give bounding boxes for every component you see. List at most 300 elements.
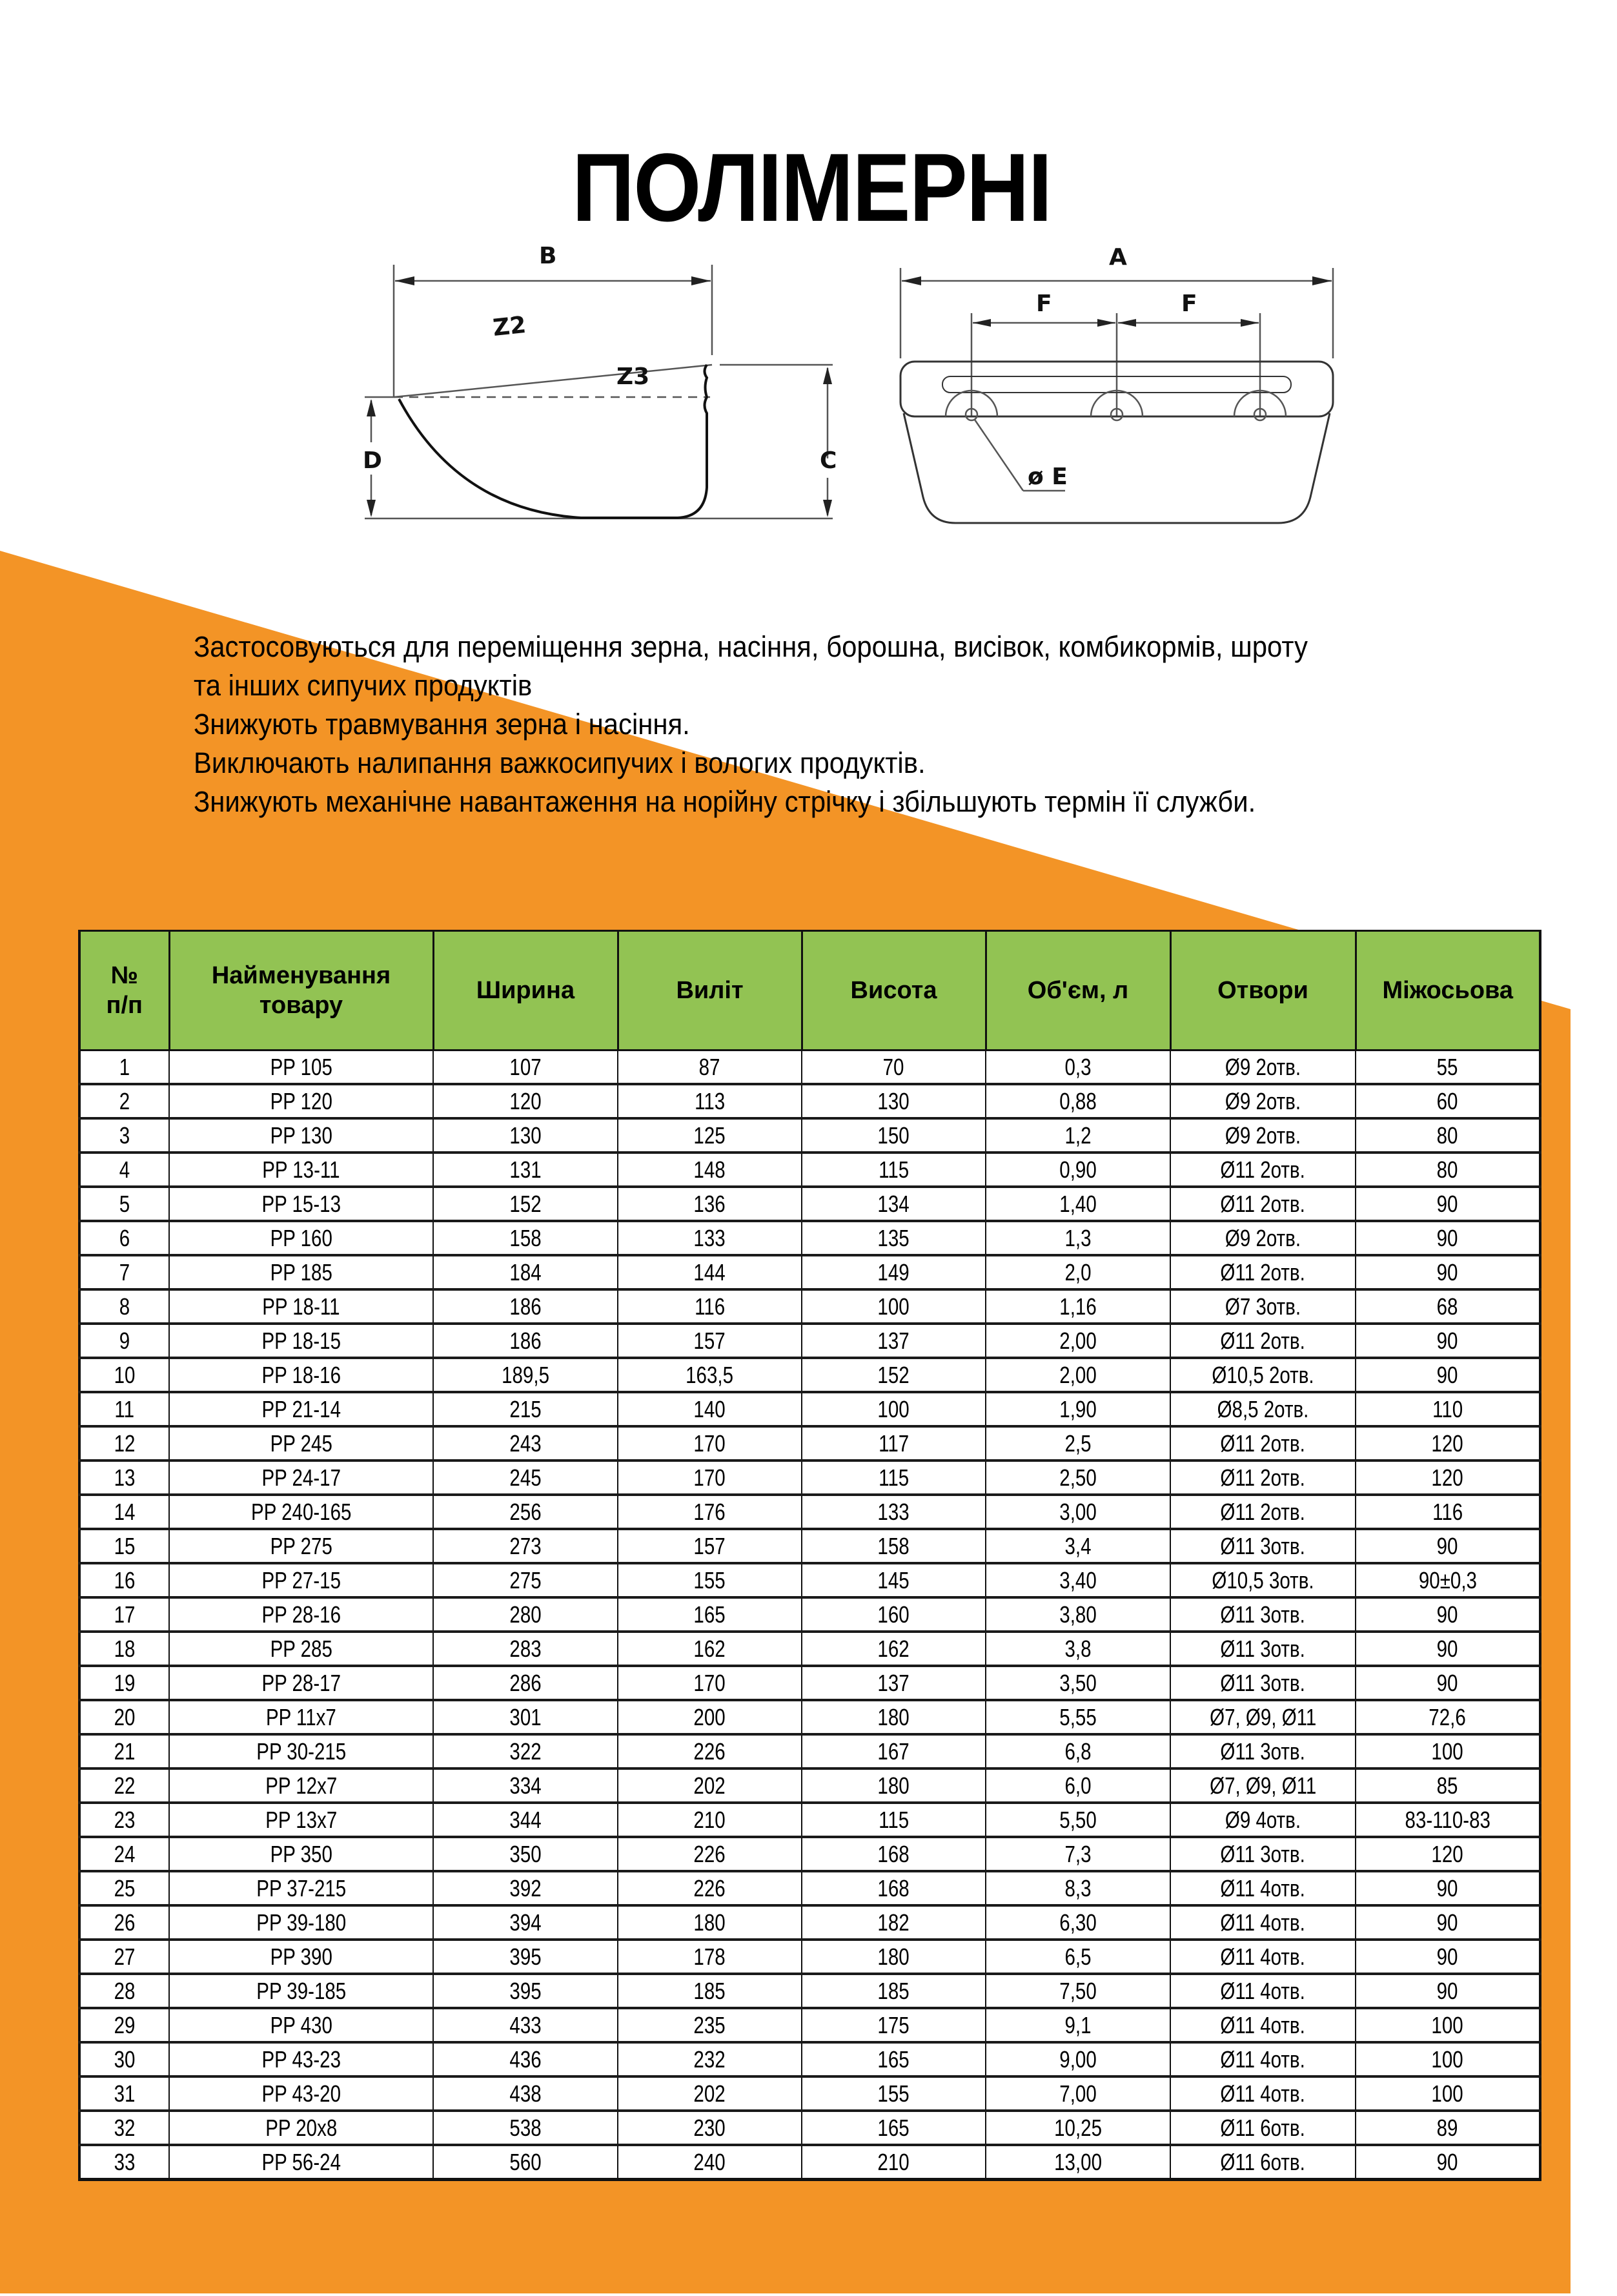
- bucket-side-view-diagram: [342, 239, 846, 542]
- cell-volume: 2,50: [986, 1461, 1170, 1495]
- cell-holes: Ø7, Ø9, Ø11: [1170, 1768, 1356, 1803]
- cell-height: 158: [802, 1529, 986, 1563]
- cell-width: 322: [433, 1734, 618, 1768]
- cell-projection: 155: [618, 1563, 802, 1597]
- cell-projection: 210: [618, 1803, 802, 1837]
- cell-height: 180: [802, 1700, 986, 1734]
- cell-width: 215: [433, 1392, 618, 1426]
- cell-width: 392: [433, 1871, 618, 1905]
- cell-projection: 163,5: [618, 1358, 802, 1392]
- cell-height: 115: [802, 1461, 986, 1495]
- cell-volume: 1,40: [986, 1187, 1170, 1221]
- table-row: [79, 1289, 1540, 1324]
- cell-number: 28: [79, 1974, 169, 2008]
- cell-width: 275: [433, 1563, 618, 1597]
- table-row: [79, 1803, 1540, 1837]
- cell-number: 4: [79, 1153, 169, 1187]
- cell-holes: Ø9 2отв.: [1170, 1051, 1356, 1085]
- label-z3: Z3: [616, 364, 650, 390]
- cell-width: 395: [433, 1974, 618, 2008]
- cell-center-distance: 68: [1356, 1289, 1540, 1324]
- cell-center-distance: 60: [1356, 1084, 1540, 1118]
- cell-height: 160: [802, 1597, 986, 1632]
- label-c: C: [820, 447, 837, 474]
- cell-width: 334: [433, 1768, 618, 1803]
- cell-projection: 170: [618, 1426, 802, 1461]
- cell-number: 31: [79, 2076, 169, 2111]
- cell-holes: Ø9 4отв.: [1170, 1803, 1356, 1837]
- cell-holes: Ø11 2отв.: [1170, 1426, 1356, 1461]
- cell-number: 5: [79, 1187, 169, 1221]
- cell-number: 7: [79, 1255, 169, 1289]
- table-row: [79, 1563, 1540, 1597]
- cell-volume: 13,00: [986, 2145, 1170, 2180]
- cell-product-name: PP 39-180: [169, 1905, 433, 1940]
- cell-product-name: PP 285: [169, 1632, 433, 1666]
- table-header-row: [79, 931, 1540, 1051]
- table-row: [79, 1768, 1540, 1803]
- cell-projection: 226: [618, 1871, 802, 1905]
- table-row: [79, 1666, 1540, 1700]
- cell-height: 134: [802, 1187, 986, 1221]
- table-row: [79, 1187, 1540, 1221]
- header-product-name: Найменування товару: [169, 931, 433, 1051]
- cell-center-distance: 90: [1356, 1358, 1540, 1392]
- cell-height: 137: [802, 1666, 986, 1700]
- table-row: [79, 2008, 1540, 2042]
- cell-volume: 6,8: [986, 1734, 1170, 1768]
- cell-product-name: PP 11x7: [169, 1700, 433, 1734]
- cell-height: 162: [802, 1632, 986, 1666]
- table-row: [79, 2042, 1540, 2076]
- cell-width: 538: [433, 2111, 618, 2145]
- cell-product-name: PP 275: [169, 1529, 433, 1563]
- description-line: Знижують механічне навантаження на норійну стрічку і збільшують термін її служби.: [194, 785, 1256, 818]
- cell-holes: Ø11 6отв.: [1170, 2111, 1356, 2145]
- cell-width: 189,5: [433, 1358, 618, 1392]
- cell-holes: Ø7 3отв.: [1170, 1289, 1356, 1324]
- table-row: [79, 2076, 1540, 2111]
- cell-product-name: PP 27-15: [169, 1563, 433, 1597]
- cell-holes: Ø11 2отв.: [1170, 1495, 1356, 1529]
- description-line: Виключають налипання важкосипучих і вологих продуктів.: [194, 746, 926, 779]
- cell-center-distance: 90: [1356, 1597, 1540, 1632]
- cell-number: 25: [79, 1871, 169, 1905]
- cell-height: 117: [802, 1426, 986, 1461]
- cell-center-distance: 85: [1356, 1768, 1540, 1803]
- label-a: A: [1109, 244, 1127, 271]
- cell-width: 438: [433, 2076, 618, 2111]
- cell-height: 155: [802, 2076, 986, 2111]
- label-f-right: F: [1181, 291, 1197, 317]
- table-row: [79, 1084, 1540, 1118]
- cell-holes: Ø11 2отв.: [1170, 1187, 1356, 1221]
- cell-height: 180: [802, 1768, 986, 1803]
- cell-projection: 125: [618, 1118, 802, 1153]
- cell-height: 115: [802, 1803, 986, 1837]
- cell-product-name: PP 28-16: [169, 1597, 433, 1632]
- cell-projection: 136: [618, 1187, 802, 1221]
- cell-width: 280: [433, 1597, 618, 1632]
- cell-volume: 0,90: [986, 1153, 1170, 1187]
- cell-volume: 0,88: [986, 1084, 1170, 1118]
- cell-height: 100: [802, 1392, 986, 1426]
- bucket-front-view-diagram: [878, 239, 1356, 542]
- cell-height: 168: [802, 1837, 986, 1871]
- cell-number: 6: [79, 1221, 169, 1255]
- cell-number: 3: [79, 1118, 169, 1153]
- cell-number: 23: [79, 1803, 169, 1837]
- cell-center-distance: 55: [1356, 1051, 1540, 1085]
- cell-number: 30: [79, 2042, 169, 2076]
- cell-volume: 1,16: [986, 1289, 1170, 1324]
- cell-holes: Ø11 4отв.: [1170, 1974, 1356, 2008]
- cell-product-name: PP 130: [169, 1118, 433, 1153]
- cell-holes: Ø8,5 2отв.: [1170, 1392, 1356, 1426]
- cell-center-distance: 120: [1356, 1426, 1540, 1461]
- cell-center-distance: 100: [1356, 2042, 1540, 2076]
- cell-product-name: PP 37-215: [169, 1871, 433, 1905]
- header-width: Ширина: [433, 931, 618, 1051]
- cell-volume: 2,5: [986, 1426, 1170, 1461]
- cell-width: 131: [433, 1153, 618, 1187]
- cell-projection: 176: [618, 1495, 802, 1529]
- cell-volume: 6,30: [986, 1905, 1170, 1940]
- cell-center-distance: 90: [1356, 1905, 1540, 1940]
- cell-number: 27: [79, 1940, 169, 1974]
- cell-number: 19: [79, 1666, 169, 1700]
- cell-product-name: PP 56-24: [169, 2145, 433, 2180]
- cell-projection: 157: [618, 1324, 802, 1358]
- label-b: B: [539, 243, 557, 269]
- table-row: [79, 1461, 1540, 1495]
- cell-number: 15: [79, 1529, 169, 1563]
- cell-width: 158: [433, 1221, 618, 1255]
- cell-number: 12: [79, 1426, 169, 1461]
- cell-width: 107: [433, 1051, 618, 1085]
- table-row: [79, 1837, 1540, 1871]
- cell-projection: 87: [618, 1051, 802, 1085]
- cell-width: 186: [433, 1324, 618, 1358]
- cell-height: 133: [802, 1495, 986, 1529]
- table-row: [79, 1153, 1540, 1187]
- cell-product-name: PP 13x7: [169, 1803, 433, 1837]
- cell-number: 9: [79, 1324, 169, 1358]
- cell-center-distance: 90: [1356, 1871, 1540, 1905]
- cell-projection: 148: [618, 1153, 802, 1187]
- table-row: [79, 1255, 1540, 1289]
- table-row: [79, 1700, 1540, 1734]
- cell-holes: Ø11 3отв.: [1170, 1529, 1356, 1563]
- cell-width: 243: [433, 1426, 618, 1461]
- cell-number: 2: [79, 1084, 169, 1118]
- cell-volume: 7,50: [986, 1974, 1170, 2008]
- cell-number: 1: [79, 1051, 169, 1085]
- cell-width: 256: [433, 1495, 618, 1529]
- cell-holes: Ø11 2отв.: [1170, 1153, 1356, 1187]
- cell-holes: Ø7, Ø9, Ø11: [1170, 1700, 1356, 1734]
- cell-volume: 1,90: [986, 1392, 1170, 1426]
- cell-width: 283: [433, 1632, 618, 1666]
- cell-holes: Ø10,5 3отв.: [1170, 1563, 1356, 1597]
- cell-product-name: PP 18-15: [169, 1324, 433, 1358]
- header-number: № п/п: [79, 931, 169, 1051]
- cell-holes: Ø9 2отв.: [1170, 1221, 1356, 1255]
- cell-product-name: PP 43-23: [169, 2042, 433, 2076]
- description-line: та інших сипучих продуктів: [194, 669, 533, 702]
- table-row: [79, 1974, 1540, 2008]
- cell-width: 395: [433, 1940, 618, 1974]
- cell-width: 273: [433, 1529, 618, 1563]
- cell-height: 168: [802, 1871, 986, 1905]
- cell-center-distance: 80: [1356, 1118, 1540, 1153]
- cell-product-name: PP 430: [169, 2008, 433, 2042]
- cell-width: 350: [433, 1837, 618, 1871]
- cell-height: 130: [802, 1084, 986, 1118]
- cell-projection: 140: [618, 1392, 802, 1426]
- cell-product-name: PP 245: [169, 1426, 433, 1461]
- table-row: [79, 1392, 1540, 1426]
- cell-center-distance: 100: [1356, 2076, 1540, 2111]
- cell-center-distance: 90: [1356, 1324, 1540, 1358]
- table-row: [79, 1051, 1540, 1085]
- cell-number: 33: [79, 2145, 169, 2180]
- cell-volume: 6,0: [986, 1768, 1170, 1803]
- cell-height: 150: [802, 1118, 986, 1153]
- cell-projection: 133: [618, 1221, 802, 1255]
- product-description: [194, 628, 1581, 821]
- cell-holes: Ø11 4отв.: [1170, 1905, 1356, 1940]
- cell-volume: 1,2: [986, 1118, 1170, 1153]
- cell-volume: 2,00: [986, 1358, 1170, 1392]
- cell-volume: 9,1: [986, 2008, 1170, 2042]
- header-center-distance: Міжосьова: [1356, 931, 1540, 1051]
- description-line: Застосовуються для переміщення зерна, насіння, борошна, висівок, комбикормів, шроту: [194, 630, 1308, 663]
- cell-height: 152: [802, 1358, 986, 1392]
- cell-center-distance: 90: [1356, 1221, 1540, 1255]
- cell-width: 433: [433, 2008, 618, 2042]
- cell-volume: 5,50: [986, 1803, 1170, 1837]
- cell-volume: 5,55: [986, 1700, 1170, 1734]
- table-row: [79, 2145, 1540, 2180]
- header-holes: Отвори: [1170, 931, 1356, 1051]
- cell-projection: 185: [618, 1974, 802, 2008]
- cell-projection: 240: [618, 2145, 802, 2180]
- cell-height: 167: [802, 1734, 986, 1768]
- cell-width: 560: [433, 2145, 618, 2180]
- cell-projection: 202: [618, 2076, 802, 2111]
- table-row: [79, 1871, 1540, 1905]
- cell-projection: 162: [618, 1632, 802, 1666]
- cell-product-name: PP 21-14: [169, 1392, 433, 1426]
- cell-holes: Ø10,5 2отв.: [1170, 1358, 1356, 1392]
- cell-projection: 232: [618, 2042, 802, 2076]
- cell-holes: Ø11 3отв.: [1170, 1666, 1356, 1700]
- cell-volume: 9,00: [986, 2042, 1170, 2076]
- cell-product-name: PP 20x8: [169, 2111, 433, 2145]
- cell-center-distance: 72,6: [1356, 1700, 1540, 1734]
- cell-holes: Ø11 2отв.: [1170, 1255, 1356, 1289]
- cell-number: 18: [79, 1632, 169, 1666]
- cell-center-distance: 90: [1356, 1974, 1540, 2008]
- cell-width: 394: [433, 1905, 618, 1940]
- cell-number: 21: [79, 1734, 169, 1768]
- cell-volume: 3,4: [986, 1529, 1170, 1563]
- cell-projection: 230: [618, 2111, 802, 2145]
- cell-holes: Ø11 4отв.: [1170, 2008, 1356, 2042]
- cell-product-name: PP 43-20: [169, 2076, 433, 2111]
- cell-center-distance: 116: [1356, 1495, 1540, 1529]
- cell-holes: Ø11 4отв.: [1170, 1940, 1356, 1974]
- cell-width: 120: [433, 1084, 618, 1118]
- cell-height: 115: [802, 1153, 986, 1187]
- cell-product-name: PP 28-17: [169, 1666, 433, 1700]
- cell-projection: 170: [618, 1461, 802, 1495]
- cell-center-distance: 90: [1356, 1940, 1540, 1974]
- description-line: Знижують травмування зерна і насіння.: [194, 708, 690, 741]
- table-body: [79, 1051, 1540, 2180]
- cell-projection: 200: [618, 1700, 802, 1734]
- cell-number: 8: [79, 1289, 169, 1324]
- cell-width: 436: [433, 2042, 618, 2076]
- cell-width: 152: [433, 1187, 618, 1221]
- cell-product-name: PP 160: [169, 1221, 433, 1255]
- cell-center-distance: 83-110-83: [1356, 1803, 1540, 1837]
- cell-product-name: PP 240-165: [169, 1495, 433, 1529]
- cell-volume: 3,8: [986, 1632, 1170, 1666]
- cell-volume: 6,5: [986, 1940, 1170, 1974]
- cell-center-distance: 90: [1356, 2145, 1540, 2180]
- cell-width: 186: [433, 1289, 618, 1324]
- cell-height: 165: [802, 2042, 986, 2076]
- cell-number: 14: [79, 1495, 169, 1529]
- cell-volume: 0,3: [986, 1051, 1170, 1085]
- page-title: ПОЛІМЕРНІ: [572, 133, 1052, 241]
- cell-width: 301: [433, 1700, 618, 1734]
- cell-product-name: PP 24-17: [169, 1461, 433, 1495]
- cell-product-name: PP 13-11: [169, 1153, 433, 1187]
- cell-product-name: PP 185: [169, 1255, 433, 1289]
- cell-center-distance: 120: [1356, 1837, 1540, 1871]
- cell-holes: Ø11 6отв.: [1170, 2145, 1356, 2180]
- cell-number: 17: [79, 1597, 169, 1632]
- cell-number: 20: [79, 1700, 169, 1734]
- table-row: [79, 1221, 1540, 1255]
- cell-volume: 8,3: [986, 1871, 1170, 1905]
- cell-width: 344: [433, 1803, 618, 1837]
- cell-product-name: PP 30-215: [169, 1734, 433, 1768]
- cell-projection: 157: [618, 1529, 802, 1563]
- table-row: [79, 1632, 1540, 1666]
- cell-projection: 226: [618, 1837, 802, 1871]
- label-hole-diameter: ø E: [1028, 464, 1068, 490]
- cell-holes: Ø9 2отв.: [1170, 1118, 1356, 1153]
- cell-volume: 3,80: [986, 1597, 1170, 1632]
- cell-center-distance: 120: [1356, 1461, 1540, 1495]
- table-row: [79, 1495, 1540, 1529]
- cell-width: 184: [433, 1255, 618, 1289]
- table-row: [79, 1358, 1540, 1392]
- cell-center-distance: 90: [1356, 1187, 1540, 1221]
- label-d: D: [363, 447, 382, 474]
- cell-product-name: PP 390: [169, 1940, 433, 1974]
- cell-product-name: PP 350: [169, 1837, 433, 1871]
- cell-holes: Ø11 3отв.: [1170, 1597, 1356, 1632]
- cell-projection: 226: [618, 1734, 802, 1768]
- cell-product-name: PP 105: [169, 1051, 433, 1085]
- cell-number: 29: [79, 2008, 169, 2042]
- label-f-left: F: [1036, 291, 1052, 317]
- cell-center-distance: 90: [1356, 1255, 1540, 1289]
- cell-product-name: PP 39-185: [169, 1974, 433, 2008]
- cell-width: 130: [433, 1118, 618, 1153]
- bucket-specs-table-wrapper: [78, 930, 1541, 2181]
- cell-height: 182: [802, 1905, 986, 1940]
- cell-holes: Ø11 4отв.: [1170, 2076, 1356, 2111]
- cell-holes: Ø11 4отв.: [1170, 2042, 1356, 2076]
- table-row: [79, 1324, 1540, 1358]
- cell-center-distance: 100: [1356, 1734, 1540, 1768]
- cell-number: 24: [79, 1837, 169, 1871]
- cell-projection: 235: [618, 2008, 802, 2042]
- cell-height: 100: [802, 1289, 986, 1324]
- table-row: [79, 1940, 1540, 1974]
- cell-volume: 2,00: [986, 1324, 1170, 1358]
- cell-height: 145: [802, 1563, 986, 1597]
- cell-number: 16: [79, 1563, 169, 1597]
- cell-center-distance: 90: [1356, 1529, 1540, 1563]
- cell-height: 180: [802, 1940, 986, 1974]
- cell-width: 245: [433, 1461, 618, 1495]
- cell-holes: Ø9 2отв.: [1170, 1084, 1356, 1118]
- cell-height: 135: [802, 1221, 986, 1255]
- cell-holes: Ø11 2отв.: [1170, 1461, 1356, 1495]
- bucket-specs-table: [78, 930, 1541, 2181]
- table-row: [79, 2111, 1540, 2145]
- table-row: [79, 1597, 1540, 1632]
- label-z2: Z2: [491, 311, 527, 342]
- cell-volume: 10,25: [986, 2111, 1170, 2145]
- cell-projection: 202: [618, 1768, 802, 1803]
- header-height: Висота: [802, 931, 986, 1051]
- cell-holes: Ø11 3отв.: [1170, 1837, 1356, 1871]
- cell-number: 10: [79, 1358, 169, 1392]
- cell-product-name: PP 12x7: [169, 1768, 433, 1803]
- cell-number: 11: [79, 1392, 169, 1426]
- header-projection: Виліт: [618, 931, 802, 1051]
- cell-product-name: PP 15-13: [169, 1187, 433, 1221]
- cell-product-name: PP 120: [169, 1084, 433, 1118]
- cell-projection: 180: [618, 1905, 802, 1940]
- cell-holes: Ø11 4отв.: [1170, 1871, 1356, 1905]
- table-row: [79, 1426, 1540, 1461]
- cell-product-name: PP 18-11: [169, 1289, 433, 1324]
- cell-center-distance: 90: [1356, 1632, 1540, 1666]
- cell-number: 32: [79, 2111, 169, 2145]
- cell-center-distance: 89: [1356, 2111, 1540, 2145]
- header-volume: Об'єм, л: [986, 931, 1170, 1051]
- cell-projection: 144: [618, 1255, 802, 1289]
- cell-volume: 3,40: [986, 1563, 1170, 1597]
- cell-height: 70: [802, 1051, 986, 1085]
- table-row: [79, 1734, 1540, 1768]
- cell-center-distance: 110: [1356, 1392, 1540, 1426]
- cell-holes: Ø11 3отв.: [1170, 1734, 1356, 1768]
- table-row: [79, 1529, 1540, 1563]
- cell-center-distance: 90: [1356, 1666, 1540, 1700]
- cell-center-distance: 90±0,3: [1356, 1563, 1540, 1597]
- cell-projection: 170: [618, 1666, 802, 1700]
